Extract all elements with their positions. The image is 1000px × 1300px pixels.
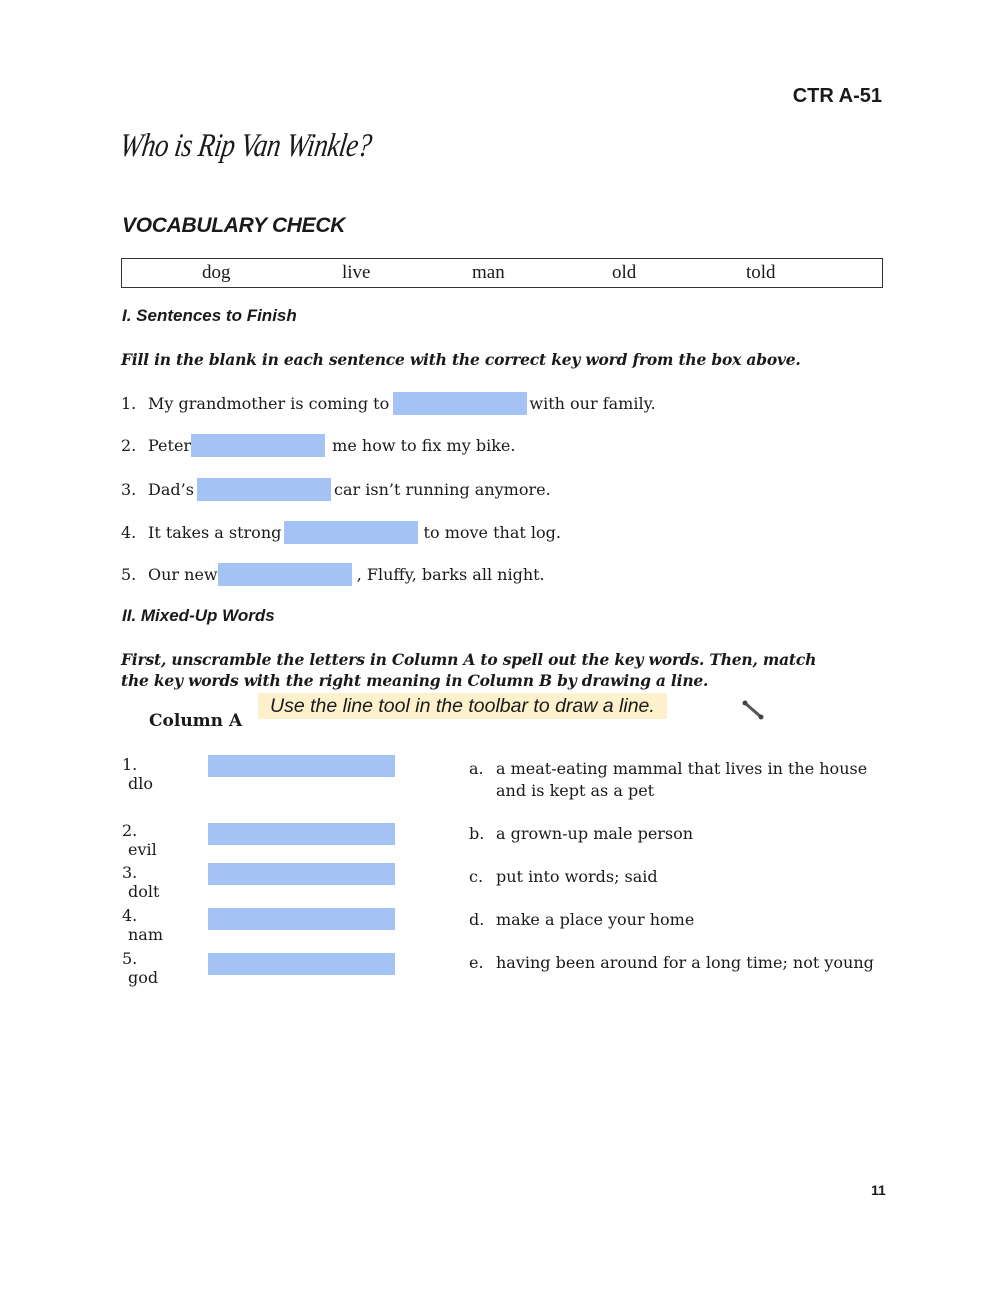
answer-blank[interactable] — [218, 563, 352, 586]
key-word: told — [746, 262, 776, 283]
vocabulary-heading: VOCABULARY CHECK — [122, 214, 346, 237]
scrambled-word: dolt — [128, 882, 160, 901]
line-tool-hint: Use the line tool in the toolbar to draw a line. — [258, 693, 667, 719]
sentence-row — [121, 391, 656, 415]
sentence-after: to move that log. — [423, 522, 561, 542]
column-a-item — [122, 755, 153, 793]
sentence-before: My grandmother is coming to — [148, 393, 390, 413]
sentence-after: car isn’t running anymore. — [334, 479, 551, 499]
item-letter: b. — [469, 824, 485, 843]
page-title: Who is Rip Van Winkle? — [117, 128, 374, 164]
sentence-row — [121, 477, 551, 501]
section1-instruction: Fill in the blank in each sentence with the correct key word from the box above. — [121, 350, 801, 369]
item-number: 4. — [122, 906, 138, 925]
unscramble-blank[interactable] — [208, 908, 395, 930]
item-number: 3. — [122, 863, 138, 882]
key-word: man — [472, 262, 505, 283]
column-a-item — [122, 821, 157, 859]
meaning-text: a meat-eating mammal that lives in the house and is kept as a pet — [496, 759, 868, 800]
answer-blank[interactable] — [197, 478, 331, 501]
sentence-after: me how to fix my bike. — [332, 435, 516, 455]
meaning-text: put into words; said — [496, 867, 658, 886]
scrambled-word: evil — [128, 840, 157, 859]
sentence-after: , Fluffy, barks all night. — [356, 564, 545, 584]
key-word: dog — [202, 262, 231, 283]
item-letter: e. — [469, 953, 484, 972]
item-number: 1. — [122, 755, 138, 774]
worksheet-code: CTR A-51 — [792, 85, 882, 107]
item-number: 5. — [122, 949, 138, 968]
sentence-number: 1. — [121, 393, 137, 413]
answer-blank[interactable] — [191, 434, 325, 457]
sentence-after: with our family. — [529, 393, 656, 413]
meaning-text: a grown-up male person — [496, 824, 694, 843]
scrambled-word: dlo — [128, 774, 153, 793]
column-a-item — [122, 906, 163, 944]
sentence-before: It takes a strong — [148, 522, 282, 542]
answer-blank[interactable] — [393, 392, 527, 415]
sentence-before: Peter — [148, 435, 192, 455]
sentence-row — [121, 520, 561, 544]
column-a-item — [122, 949, 158, 987]
sentence-before: Dad’s — [148, 479, 194, 499]
unscramble-blank[interactable] — [208, 953, 395, 975]
scrambled-word: nam — [128, 925, 164, 944]
sentence-number: 4. — [121, 522, 137, 542]
meaning-text: having been around for a long time; not young — [496, 953, 874, 972]
item-letter: d. — [469, 910, 485, 929]
sentence-number: 5. — [121, 564, 137, 584]
unscramble-blank[interactable] — [208, 755, 395, 777]
section2-instruction-line1: First, unscramble the letters in Column A to spell out the key words. Then, match — [121, 650, 817, 669]
section-heading-sentences: I. Sentences to Finish — [122, 306, 297, 325]
key-word-box — [121, 258, 883, 288]
column-a-item — [122, 863, 159, 901]
meaning-text: make a place your home — [496, 910, 695, 929]
item-letter: a. — [469, 759, 484, 778]
item-number: 2. — [122, 821, 138, 840]
sentence-number: 3. — [121, 479, 137, 499]
section2-instruction-line2: the key words with the right meaning in Column B by drawing a line. — [121, 671, 709, 690]
answer-blank[interactable] — [284, 521, 418, 544]
sentence-row — [121, 562, 545, 586]
item-letter: c. — [469, 867, 484, 886]
sentence-number: 2. — [121, 435, 137, 455]
key-word: live — [342, 262, 371, 283]
line-tool-icon[interactable] — [741, 697, 767, 723]
page-number: 11 — [871, 1182, 886, 1198]
sentence-before: Our new — [148, 564, 218, 584]
key-word: old — [612, 262, 637, 283]
scrambled-word: god — [128, 968, 159, 987]
sentence-row — [121, 433, 515, 457]
unscramble-blank[interactable] — [208, 823, 395, 845]
unscramble-blank[interactable] — [208, 863, 395, 885]
section-heading-mixed-up: II. Mixed-Up Words — [122, 606, 275, 625]
column-a-label: Column A — [149, 711, 243, 731]
